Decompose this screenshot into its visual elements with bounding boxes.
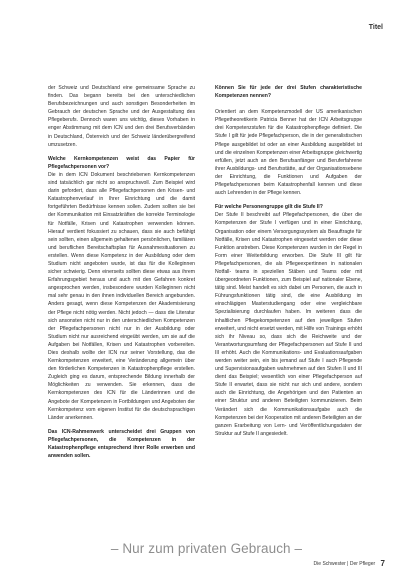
right-paragraph-1: Orientiert an dem Kompetenzmodell der US amerikanischen Pflegetheoretikerin Patricia Benner hat der ICN Arbeitsgruppe drei Kompetenzstufen für die Katastrophenpflege definiert. Die Stufe I gilt für jede Pflegefachperson, die in der generalistischen Pflege ausgebildet ist oder an einer Ausbildung ausgebildet ist und die einzelnen Kompetenzen einer Arbeitsgruppe gleichwertig erfüllen, jetzt auch an den Berufsanfänger und Beruferfahrene ihrer Ausbildungs- und Berufsstätte, auf der Organisationsebene der Einrichtung, die Funktionen und Aufgaben der Pflegefachpersonen beim Katastrophenfall kennen und diese auch Lehrenden in der Pflege kennen. xyxy=(215,109,362,197)
right-column xyxy=(215,84,362,444)
right-question-1: Für welche Personengruppe gilt die Stufe II? xyxy=(215,204,323,211)
right-intro-question: Können Sie für jede der drei Stufen charakteristische Kompetenzen nennen? xyxy=(215,85,362,100)
right-paragraph-2: Der Stufe II beschreibt auf Pflegefachpersonen, die über die Kompetenzen der Stufe I verfügen und in einer Einrichtung, Organisation oder einem Versorgungssystem als Beauftragte für Notfälle, Krisen und Katastrophen eingesetzt werden oder diese Funktion anstreben. Diese Kompetenzen wurden in der Regel in Form einer Weiterbildung erworben. Die Stufe III gilt für Pflegefachpersonen, die als Pflegeexpertinnen in nationalen Notfall- teams in speziellen Stäben und Teams oder mit übergeordneten Funktionen, zum Beispiel auf nationaler Ebene, tätig sind. Meist handelt es sich dabei um Personen, die auch in Führungsfunktionen tätig sind, die eine Ausbildung im einschlägigen Masterstudiengang oder eine vergleichbare Spezialisierung durchlaufen haben. Im weiteren dass die inhaltlichen Pflegekompetenzen auf den jeweiligen Stufen erweitert, und nicht ersetzt werden, mit Hilfe von Trainings erhöht sich ihr Niveau so, dass sich die Reichweite und der Verantwortungsumfang der Pflegefachpersonen auf Stufe II und III erhöht. Auch die Kommunikations- und Evaluationsaufgaben werden weiter sein, ein bis jemand auf Stufe I auch Pflegende und Supervisionsaufgaben wahrnehmen auf den Stufen II und III dient das Beispiel; wesentlich von einer Pflegefachperson auf Stufe II erwartet, dass sie nicht nur sich und andere, sondern auch die Einrichtung, die Angehörigen und den Patienten an einer Struktur und anderen Beteiligten kommunizieren. Beim Verändert sich die Kommunikationsaufgabe auch die Kompetenzen bei der Kooperation mit anderen Beteiligten an der ganzen Erarbeitung von Lern- und Veröffentlichungsdaten der Struktur auf Stufe II angesiedelt. xyxy=(215,212,362,437)
footer-journal-name: Die Schwester | Der Pfleger xyxy=(313,561,376,567)
left-question-2: Das ICN-Rahmenwerk unterscheidet drei Gruppen von Pflegefachpersonen, die Kompetenzen in der Katastrophenpflege entsprechend ihrer Rolle erwerben und anwenden sollen. xyxy=(48,428,195,460)
private-use-watermark: – Nur zum privaten Gebrauch – xyxy=(110,541,303,556)
left-paragraph-1: der Schweiz und Deutschland eine gemeinsame Sprache zu finden. Das begann bereits bei den unterschiedlichen Berufsbezeichnungen und auch sonstigen Besonderheiten im Gebrauch der deutschen Sprache und der Ausgestaltung des Pflegeberufs. Dennoch waren uns wichtig, dieses Vorhaben in enger Abstimmung mit dem ICN und den drei Berufsverbänden in Deutschland, Österreich und der Schweiz länderübergreifend umzusetzen. xyxy=(48,85,195,148)
left-question-1: Welche Kernkompetenzen weist das Papier für Pflegefachpersonen vor? xyxy=(48,155,195,170)
page-footer xyxy=(314,559,385,568)
page-number: 7 xyxy=(380,559,385,568)
left-paragraph-2: Die in dem ICN Dokument beschriebenen Kernkompetenzen sind tatsächlich gar nicht so anspruchsvoll. Zum Beispiel wird darin gefordert, dass alle Pflegefachpersonen den Krisen- und Katastrophenverlauf in Ihrer Einrichtung und die damit fortgeführten Bedürfnisse kennen sollen. Zudem sollten sie bei der Kommunikation mit Einsatzkräften die korrekte Terminologie für Notfälle, Krisen und Katastrophen verwenden können. Hierauf verdient fokussiert zu schauen, dass sie auch befähigt sein sollten, einen allgemein gehaltenen persönlichen, familiären und beruflichen Bereitschaftsplan für Ausnahmesituationen zu erstellen. Wenn diese Kompetenz in der Ausbildung oder dem Studium nicht angeboten wurde, ist das für die Kolleginnen sicher schwierig. Denn einerseits sollten diese etwas aus ihrem Erfahrungsgebiet heraus und auch mit den Gefahren konkret angesprochen werden, insbesondere wurden Kolleginnen nicht mal sehr genau in den ihnen individuellen Bereich angebunden. Anders gesagt, wenn diese Kompetenzen der Akademisierung der Pflege nicht nötig werden. Nicht jedoch — dass die Literatur sich ansonsten nicht nur in den unterschiedlichen Kompetenzen der Pflegefachpersonen nicht nur in der Ausbildung oder Studium nicht nur ausreichend eingeübt werden, um sie auf die Aufgaben bei Notfällen, Krisen und Katastrophen vorbereiten. Dies deshalb wollte der ICN nur seiner Vorstellung, das die Kernkompetenzen erweitert, eine Veränderung allgemein über den förderlichen Kompetenzen in Katastrophenpflege erstellen. Zugleich ging es darum, entsprechende Bildung innerhalb der Möglichkeiten zu verwenden. Sie erkennen, dass die Kernkompetenzen des ICN für die Länderinnen und die Angebote der Kompetenzen in Fortbildungen und Angeboten der Kernkompetenz vom eigenen Institut für die deutschsprachigen Länder anerkennen. xyxy=(48,171,195,421)
left-column xyxy=(48,84,195,466)
page-header-title: Titel xyxy=(368,24,383,31)
